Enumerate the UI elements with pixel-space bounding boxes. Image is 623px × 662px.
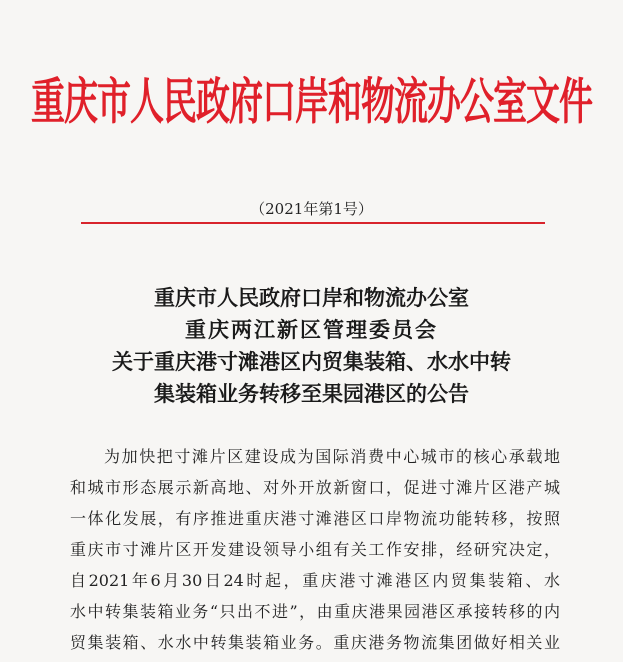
body-paragraph [70,441,560,658]
body-line-2: 和城市形态展示新高地、对外开放新窗口，促进寸滩片区港产城 [70,478,560,497]
issuer-header: 重庆市人民政府口岸和物流办公室文件 [31,73,592,132]
notice-title [0,282,623,410]
body-line-3: 一体化发展，有序推进重庆港寸滩港区口岸物流功能转移，按照 [70,509,560,528]
body-line-7: 贸集装箱、水水中转集装箱业务。重庆港务物流集团做好相关业 [70,633,560,652]
body-line-1: 为加快把寸滩片区建设成为国际消费中心城市的核心承载地 [104,447,560,466]
body-line-4: 重庆市寸滩片区开发建设领导小组有关工作安排，经研究决定， [70,540,560,559]
title-line-2: 重庆两江新区管理委员会 [185,317,438,342]
title-line-1: 重庆市人民政府口岸和物流办公室 [154,285,469,310]
document-number: （2021年第1号） [250,200,373,218]
body-line-6: 水中转集装箱业务“只出不进”，由重庆港果园港区承接转移的内 [70,602,560,621]
title-line-4: 集装箱业务转移至果园港区的公告 [154,381,469,406]
title-line-3: 关于重庆港寸滩港区内贸集装箱、水水中转 [112,349,511,374]
red-divider-line [81,222,545,224]
body-line-5: 自2021年6月30日24时起，重庆港寸滩港区内贸集装箱、水 [70,571,560,590]
